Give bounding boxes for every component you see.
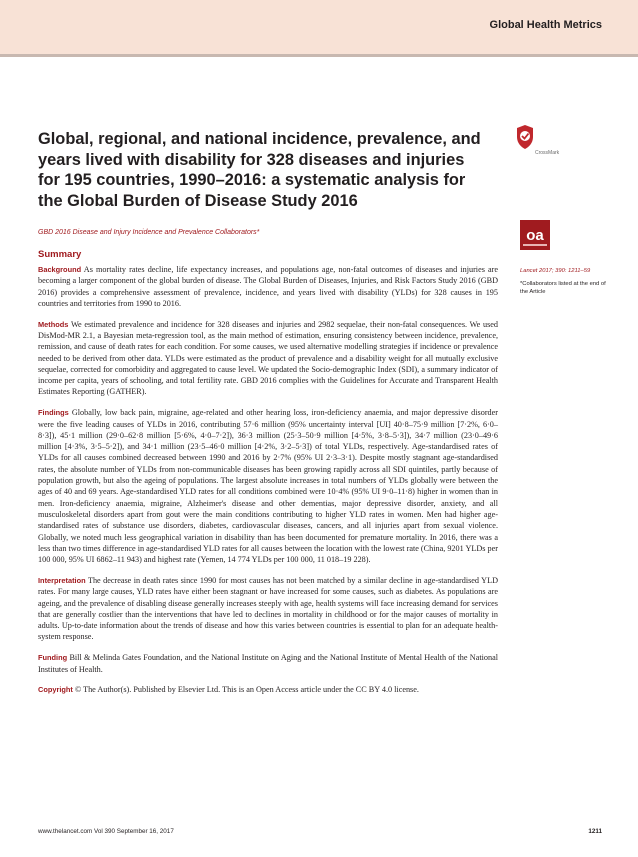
background-label: Background: [38, 265, 82, 274]
collaborators-note: *Collaborators listed at the end of the Article: [520, 281, 606, 295]
funding-text: Bill & Melinda Gates Foundation, and the National Institute on Aging and the National Institute of Mental Health of the National Institutes of Health.: [38, 653, 498, 674]
open-access-icon: [520, 220, 550, 250]
abstract-funding: [38, 652, 498, 675]
copyright-label: Copyright: [38, 685, 73, 695]
findings-text: Globally, low back pain, migraine, age-related and other hearing loss, iron-deficiency anaemia, and major depressive disorder were the five leading causes of YLDs in 2016, contributing 57·6 million (95% uncertainty interval [UI] 40·8–75·9 million [7·2%, 6·0–8·3]), 45·1 million (29·0–62·8 million [5·6%, 4·0–7·2]), 36·3 million (25·3–50·9 million [4·5%, 3·8–5·3]), 34·7 million (23·0–49·6 million [4·3%, 3·5–5·2]), and 34·1 million (23·5–46·0 million [4·2%, 3·2–5·3]) of total YLDs, respectively. Age-standardised rates of YLDs for all causes combined decreased between 1990 and 2016 by 2·7% (95% UI 2·3–3·1). Despite mostly stagnant age-standardised rates, the absolute number of YLDs from non-communicable diseases has been growing rapidly across all SDI quintiles, partly because of population growth, but also the ageing of populations. The largest absolute increases in total numbers of YLDs globally were between the ages of 40 and 69 years. Age-standardised YLD rates for all conditions combined were 10·4% (95% UI 9·0–11·8) higher in women than in men. Iron-deficiency anaemia, migraine, Alzheimer's disease and other dementias, major depressive disorder, anxiety, and all musculoskeletal disorders apart from gout were the main conditions contributing to higher YLD rates in women. Men had higher age-standardised rates of substance use disorders, diabetes, cardiovascular diseases, cancers, and all injuries apart from sexual violence. Globally, we noted much less geographical variation in disability than has been documented for premature mortality. In 2016, there was a less than two times difference in age-standardised YLD rates for all causes between the location with the lowest rate (China, 9201 YLDs per 100 000, 95% UI 6862–11 943) and highest rate (Yemen, 14 774 YLDs per 100 000, 11 018–19 228).: [38, 408, 499, 565]
author-line[interactable]: GBD 2016 Disease and Injury Incidence and Prevalence Collaborators*: [38, 229, 260, 236]
abstract-methods: [38, 319, 498, 398]
header-rule: [0, 54, 638, 57]
page-number: 1211: [588, 828, 602, 835]
article-title: Global, regional, and national incidence, prevalence, and years lived with disability for 328 diseases and injuries for 195 countries, 1990–2016: a systematic analysis for the Global Burden of Disease Study 2016: [38, 130, 481, 210]
section-title: Global Health Metrics: [489, 19, 602, 31]
abstract: [38, 264, 498, 705]
svg-text:oa: oa: [526, 227, 544, 244]
funding-label: Funding: [38, 653, 68, 663]
summary-heading: Summary: [38, 249, 82, 260]
abstract-copyright: [38, 684, 498, 695]
abstract-background: [38, 264, 498, 309]
background-text: As mortality rates decline, life expectancy increases, and populations age, non-fatal outcomes of diseases and injuries are becoming a larger component of the global burden of disease. The Global Burden of Diseases, Injuries, and Risk Factors Study 2016 (GBD 2016) provides a comprehensive assessment of prevalence, incidence, and years lived with disability (YLDs) for 328 causes in 195 countries and territories from 1990 to 2016.: [38, 265, 498, 308]
crossmark-label: CrossMark: [535, 150, 560, 156]
abstract-findings: [38, 407, 498, 565]
footer-journal: www.thelancet.com Vol 390 September 16, 2017: [38, 828, 174, 835]
crossmark-icon[interactable]: [514, 124, 536, 152]
citation-link[interactable]: Lancet 2017; 390: 1211–59: [520, 268, 591, 274]
interpretation-text: The decrease in death rates since 1990 for most causes has not been matched by a similar decline in age-standardised YLD rates. For many large causes, YLD rates have either been stagnant or have increased for some causes, such as diabetes. As populations are ageing, and the prevalence of disabling disease generally increases steeply with age, health systems will face increasing demand for services that are generally costlier than the interventions that have led to declines in mortality in childhood or for the major causes of mortality in adults. Up-to-date information about the trends of disease and how this varies between countries is essential to plan for an adequate health-system response.: [38, 575, 498, 642]
interpretation-label: Interpretation: [38, 575, 86, 585]
sidebar: [520, 267, 610, 296]
abstract-interpretation: [38, 575, 498, 643]
methods-text: We estimated prevalence and incidence for 328 diseases and injuries and 2982 sequelae, their non-fatal consequences. We used DisMod-MR 2.1, a Bayesian meta-regression tool, as the main method of estimation, ensuring consistency between incidence, prevalence, remission, and cause of death rates for each condition. For some causes, we used alternative modelling strategies if incidence or prevalence needed to be derived from other data. YLDs were estimated as the product of prevalence and a disability weight for all mutually exclusive sequelae, corrected for comorbidity and aggregated to cause level. We updated the Socio-demographic Index (SDI), a summary indicator of income per capita, years of schooling, and total fertility rate. GBD 2016 complies with the Guidelines for Accurate and Transparent Health Estimates Reporting (GATHER).: [38, 319, 498, 397]
copyright-text: © The Author(s). Published by Elsevier Ltd. This is an Open Access article under the CC BY 4.0 license.: [74, 685, 419, 695]
methods-label: Methods: [38, 319, 69, 329]
findings-label: Findings: [38, 408, 69, 418]
